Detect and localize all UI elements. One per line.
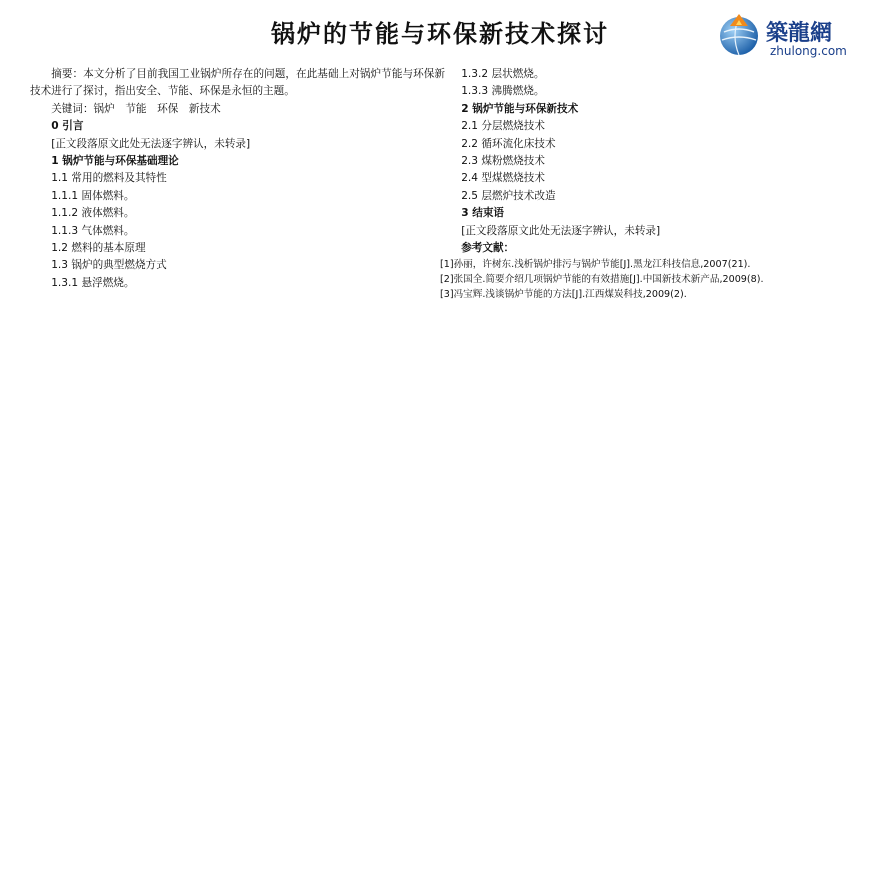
reference-item: [3]冯宝辉.浅谈锅炉节能的方法[J].江西煤炭科技,2009(2). xyxy=(440,289,687,301)
paragraph: 关键词：锅炉 节能 环保 新技术 xyxy=(51,102,221,115)
paragraph: 摘要：本文分析了目前我国工业锅炉所存在的问题，在此基础上对锅炉节能与环保新技术进行了探讨，指出安全、节能、环保是永恒的主题。 xyxy=(30,68,445,98)
document-title: 锅炉的节能与环保新技术探讨 xyxy=(271,20,609,48)
subsection-heading: 2.5 层燃炉技术改造 xyxy=(461,189,556,202)
section-heading: 0 引言 xyxy=(51,120,84,133)
section-heading: 2 锅炉节能与环保新技术 xyxy=(461,102,579,115)
subsection-heading: 1.1.2 液体燃料。 xyxy=(51,207,135,220)
left-column xyxy=(30,66,445,876)
subsection-heading: 1.1.3 气体燃料。 xyxy=(51,224,135,237)
subsection-heading: 1.3.3 沸腾燃烧。 xyxy=(461,85,545,98)
logo-domain-text: zhulong.com xyxy=(770,44,847,58)
paragraph: [正文段落原文此处无法逐字辨认，未转录] xyxy=(461,224,661,237)
subsection-heading: 2.3 煤粉燃烧技术 xyxy=(461,155,545,168)
subsection-heading: 2.4 型煤燃烧技术 xyxy=(461,172,545,185)
subsection-heading: 2.2 循环流化床技术 xyxy=(461,137,556,150)
reference-item: [2]张国全.简要介绍几项锅炉节能的有效措施[J].中国新技术新产品,2009(8). xyxy=(440,274,764,286)
subsection-heading: 1.1 常用的燃料及其特性 xyxy=(51,172,167,185)
site-logo xyxy=(716,10,866,66)
section-heading: 参考文献： xyxy=(461,242,515,255)
section-heading: 3 结束语 xyxy=(461,207,505,220)
logo-globe-icon xyxy=(716,12,762,58)
subsection-heading: 1.1.1 固体燃料。 xyxy=(51,189,135,202)
subsection-heading: 1.3 锅炉的典型燃烧方式 xyxy=(51,259,167,272)
logo-brand-text: 築龍網 xyxy=(766,20,833,46)
right-column xyxy=(440,66,855,876)
subsection-heading: 1.3.2 层状燃烧。 xyxy=(461,68,545,80)
subsection-heading: 2.1 分层燃烧技术 xyxy=(461,120,545,133)
subsection-heading: 1.2 燃料的基本原理 xyxy=(51,242,146,255)
paragraph: [正文段落原文此处无法逐字辨认，未转录] xyxy=(51,137,251,150)
section-heading: 1 锅炉节能与环保基础理论 xyxy=(51,155,179,168)
subsection-heading: 1.3.1 悬浮燃烧。 xyxy=(51,276,135,289)
reference-item: [1]孙丽，许树东.浅析锅炉排污与锅炉节能[J].黑龙江科技信息,2007(21). xyxy=(440,259,751,271)
